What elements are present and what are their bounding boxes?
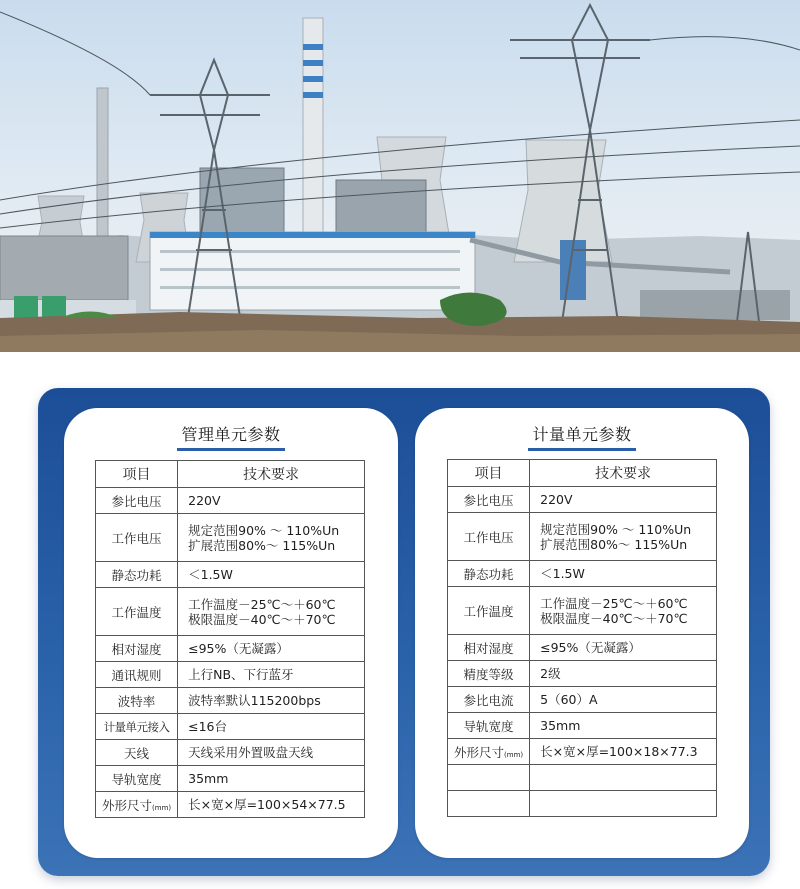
table-row-empty bbox=[448, 791, 717, 817]
table-row: 参比电压 220V bbox=[96, 488, 365, 514]
table-row: 工作电压 规定范围90% ～ 110%Un 扩展范围80%～ 115%Un bbox=[96, 514, 365, 562]
table-row: 相对湿度 ≤95%（无凝露） bbox=[96, 636, 365, 662]
metering-unit-spec-table bbox=[447, 459, 717, 817]
header-requirement: 技术要求 bbox=[178, 461, 365, 488]
table-row: 工作电压 规定范围90% ～ 110%Un 扩展范围80%～ 115%Un bbox=[448, 513, 717, 561]
table-row: 导轨宽度 35mm bbox=[96, 766, 365, 792]
table-row: 精度等级 2级 bbox=[448, 661, 717, 687]
management-unit-card bbox=[64, 408, 398, 858]
table-row: 导轨宽度 35mm bbox=[448, 713, 717, 739]
table-row: 外形尺寸(mm) 长×宽×厚=100×54×77.5 bbox=[96, 792, 365, 818]
table-row: 参比电压 220V bbox=[448, 487, 717, 513]
table-header-row bbox=[96, 461, 365, 488]
metering-unit-title: 计量单元参数 bbox=[415, 422, 749, 451]
table-row: 参比电流 5（60）A bbox=[448, 687, 717, 713]
table-row: 外形尺寸(mm) 长×宽×厚=100×18×77.3 bbox=[448, 739, 717, 765]
metering-unit-card bbox=[415, 408, 749, 858]
table-header-row bbox=[448, 460, 717, 487]
table-row: 波特率 波特率默认115200bps bbox=[96, 688, 365, 714]
management-unit-title: 管理单元参数 bbox=[64, 422, 398, 451]
header-item: 项目 bbox=[448, 460, 530, 487]
table-row: 相对湿度 ≤95%（无凝露） bbox=[448, 635, 717, 661]
management-unit-spec-table bbox=[95, 460, 365, 818]
table-row: 计量单元接入 ≤16台 bbox=[96, 714, 365, 740]
table-row: 静态功耗 ＜1.5W bbox=[448, 561, 717, 587]
table-row: 通讯规则 上行NB、下行蓝牙 bbox=[96, 662, 365, 688]
table-row: 静态功耗 ＜1.5W bbox=[96, 562, 365, 588]
header-item: 项目 bbox=[96, 461, 178, 488]
power-plant-illustration bbox=[0, 0, 800, 352]
table-row: 工作温度 工作温度－25℃～＋60℃ 极限温度－40℃～＋70℃ bbox=[96, 588, 365, 636]
table-row: 天线 天线采用外置吸盘天线 bbox=[96, 740, 365, 766]
power-plant-photo bbox=[0, 0, 800, 352]
table-row-empty bbox=[448, 765, 717, 791]
table-row: 工作温度 工作温度－25℃～＋60℃ 极限温度－40℃～＋70℃ bbox=[448, 587, 717, 635]
header-requirement: 技术要求 bbox=[530, 460, 717, 487]
